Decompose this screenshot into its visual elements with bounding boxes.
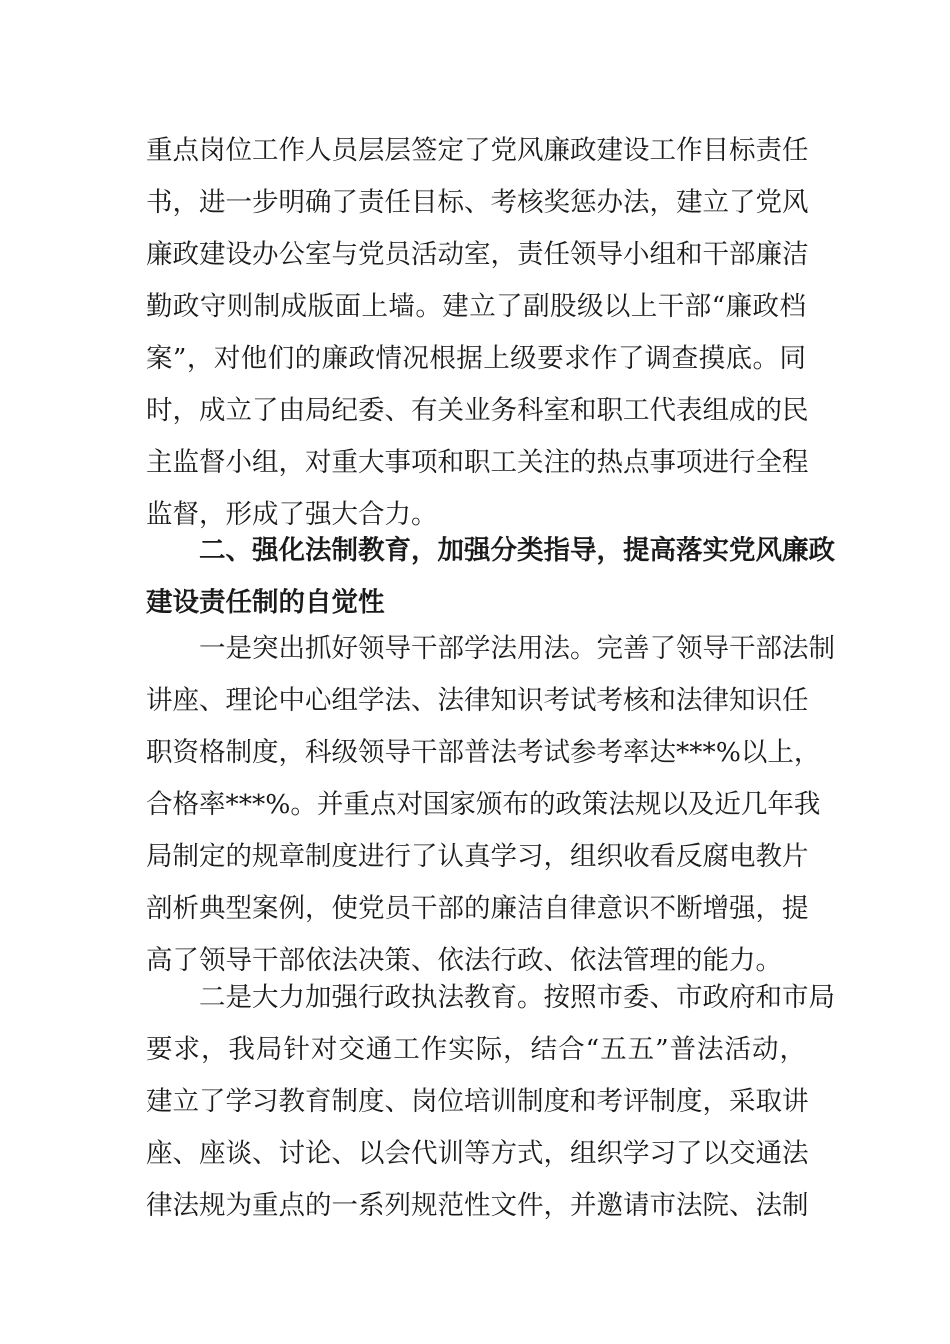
text-line: 建立了学习教育制度、岗位培训制度和考评制度，采取讲	[146, 1086, 809, 1117]
text-line: 时，成立了由局纪委、有关业务科室和职工代表组成的民	[146, 395, 809, 426]
text-line: 案”，对他们的廉政情况根据上级要求作了调查摸底。同	[146, 343, 806, 374]
text-line: 合格率***%。并重点对国家颁布的政策法规以及近几年我	[146, 789, 821, 820]
paragraph-law-enforcement-education	[146, 972, 835, 1232]
text-line: 监督，形成了强大合力。	[146, 499, 438, 530]
heading-line: 建设责任制的自觉性	[146, 587, 385, 618]
text-line: 书，进一步明确了责任目标、考核奖惩办法，建立了党风	[146, 187, 809, 218]
text-line: 一是突出抓好领导干部学法用法。完善了领导干部法制	[199, 633, 835, 664]
paragraph-party-conduct-responsibility	[146, 125, 809, 541]
text-line: 座、座谈、讨论、以会代训等方式，组织学习了以交通法	[146, 1138, 809, 1169]
text-line: 剖析典型案例，使党员干部的廉洁自律意识不断增强，提	[146, 893, 809, 924]
section-heading	[146, 525, 835, 629]
text-line: 勤政守则制成版面上墙。建立了副股级以上干部“廉政档	[146, 291, 806, 322]
text-line: 廉政建设办公室与党员活动室，责任领导小组和干部廉洁	[146, 239, 809, 270]
text-line: 讲座、理论中心组学法、法律知识考试考核和法律知识任	[146, 685, 809, 716]
text-line: 二是大力加强行政执法教育。按照市委、市政府和市局	[199, 982, 835, 1013]
paragraph-leaders-study-law	[146, 623, 835, 987]
text-line: 律法规为重点的一系列规范性文件，并邀请市法院、法制	[146, 1190, 809, 1221]
text-line: 职资格制度，科级领导干部普法考试参考率达***%以上，	[146, 737, 821, 768]
heading-line: 二、强化法制教育，加强分类指导，提高落实党风廉政	[199, 535, 835, 566]
text-line: 主监督小组，对重大事项和职工关注的热点事项进行全程	[146, 447, 809, 478]
text-line: 局制定的规章制度进行了认真学习，组织收看反腐电教片	[146, 841, 809, 872]
text-line: 高了领导干部依法决策、依法行政、依法管理的能力。	[146, 945, 782, 976]
text-line: 要求，我局针对交通工作实际，结合“五五”普法活动，	[146, 1034, 806, 1065]
text-line: 重点岗位工作人员层层签定了党风廉政建设工作目标责任	[146, 135, 809, 166]
